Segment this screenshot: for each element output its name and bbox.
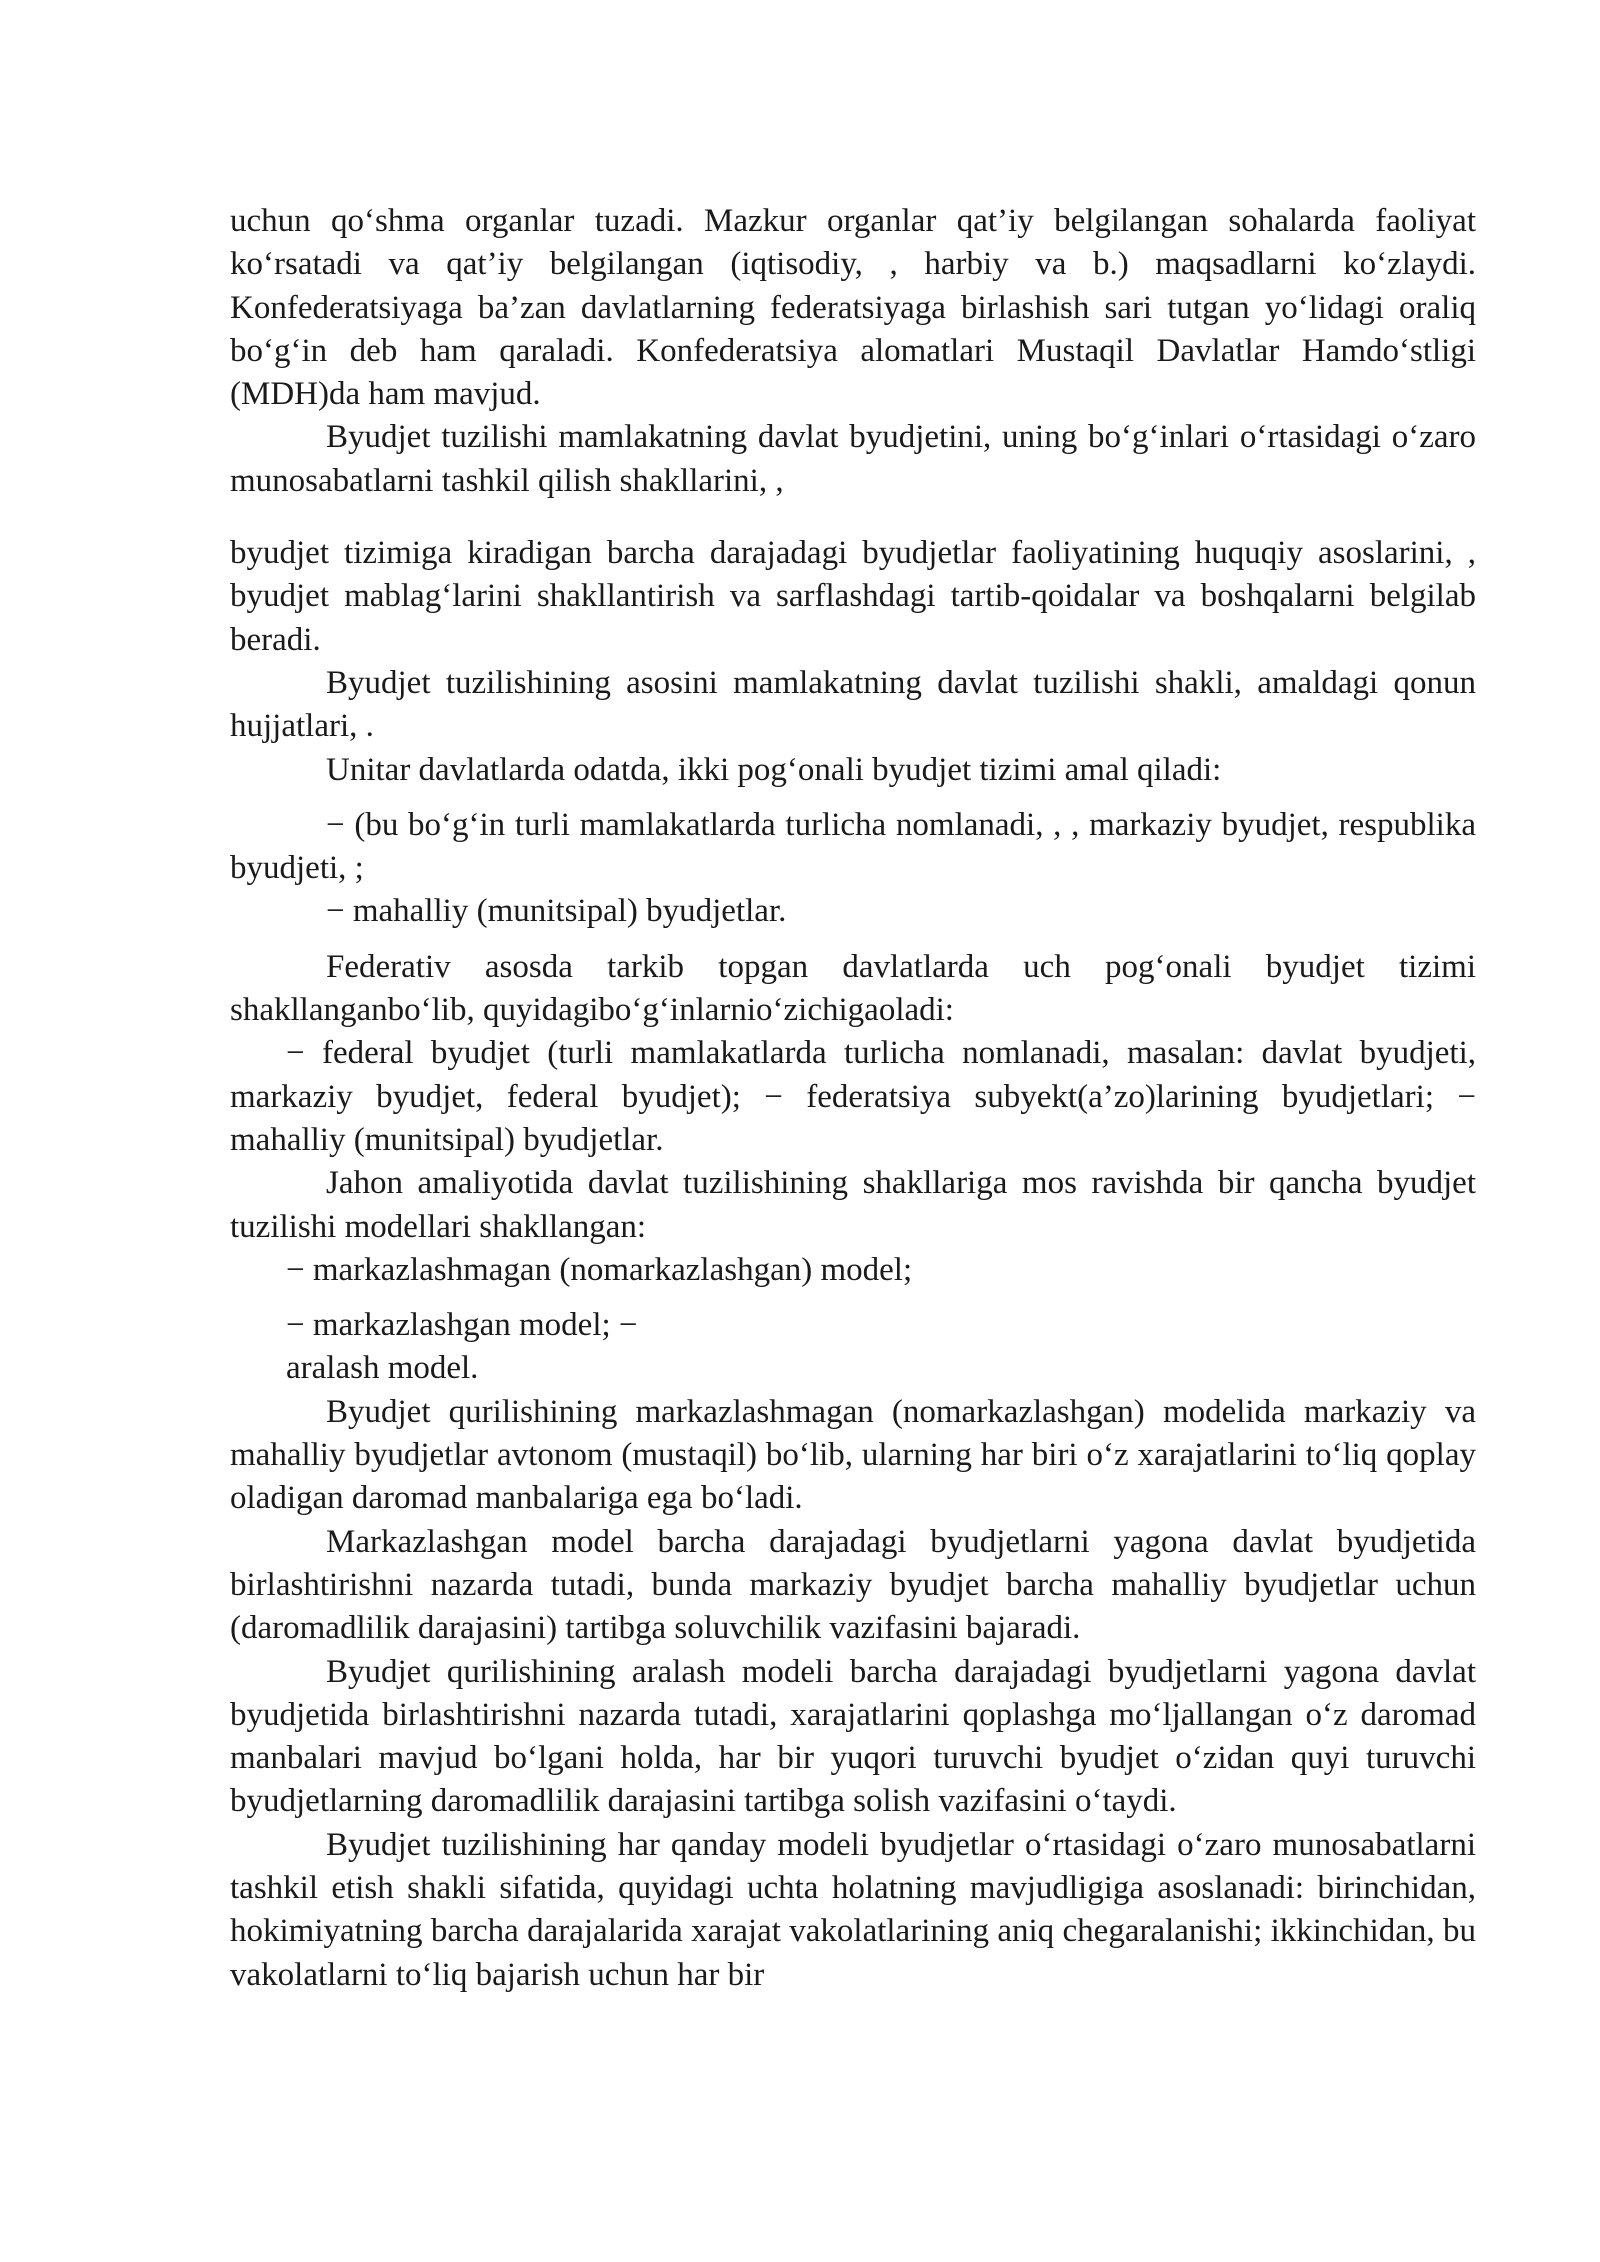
paragraph-confederation: uchun qo‘shma organlar tuzadi. Mazkur organlar qat’iy belgilangan sohalarda faoliyat ko‘rsatadi va qat’iy belgilangan (iqtisodiy, , harbiy va b.) maqsadlarni ko‘zlaydi. Konfederatsiyaga ba’zan davlatlarning federatsiyaga birlashish sari tutgan yo‘lidagi oraliq bo‘g‘in deb ham qaraladi. Konfederatsiya alomatlari Mustaqil Davlatlar Hamdo‘stligi (MDH)da ham mavjud. bbox=[230, 203, 1476, 413]
paragraph-world-practice: Jahon amaliyotida davlat tuzilishining shakllariga mos ravishda bir qancha byudjet tuzilishi modellari shakllangan: bbox=[230, 1165, 1476, 1245]
list-item-local-budgets: − mahalliy (munitsipal) byudjetlar. bbox=[326, 893, 787, 930]
paragraph-mixed-model: Byudjet qurilishining aralash modeli barcha darajadagi byudjetlarni yagona davlat byudjetida birlashtirishni nazarda tutadi, xarajatlarini qoplashga mo‘ljallangan o‘z daromad manbalari mavjud bo‘lgani holda, har bir yuqori turuvchi byudjet o‘zidan quyi turuvchi byudjetlarning daromadlilik darajasini tartibga solish vazifasini o‘taydi. bbox=[230, 1653, 1476, 1820]
list-item-decentralized-model: − markazlashmagan (nomarkazlashgan) model; bbox=[286, 1251, 913, 1288]
paragraph-budget-basis: Byudjet tuzilishining asosini mamlakatning davlat tuzilishi shakli, amaldagi qonun hujjatlari, . bbox=[230, 664, 1476, 745]
paragraph-unitary-states: Unitar davlatlarda odatda, ikki pog‘onali byudjet tizimi amal qiladi: bbox=[326, 751, 1222, 788]
list-item-centralized-model: − markazlashgan model; − bbox=[286, 1307, 638, 1344]
paragraph-budget-structure: Byudjet tuzilishi mamlakatning davlat byudjetini, uning bo‘g‘inlari o‘rtasidagi o‘zaro munosabatlarni tashkil qilish shakllarini, , bbox=[230, 419, 1476, 499]
paragraph-budget-system-legal: byudjet tizimiga kiradigan barcha darajadagi byudjetlar faoliyatining huquqiy asoslarini, , byudjet mablag‘larini shakllantirish va sarflashdagi tartib-qoidalar va boshqalarni belgilab beradi. bbox=[230, 535, 1476, 658]
document-page bbox=[230, 200, 1476, 1997]
paragraph-decentralized-model: Byudjet qurilishining markazlashmagan (nomarkazlashgan) modelida markaziy va mahalliy byudjetlar avtonom (mustaqil) bo‘lib, ularning har biri o‘z xarajatlarini to‘liq qoplay oladigan daromad manbalariga ega bo‘ladi. bbox=[230, 1393, 1476, 1517]
paragraph-centralized-model: Markazlashgan model barcha darajadagi byudjetlarni yagona davlat byudjetida birlashtirishni nazarda tutadi, bunda markaziy byudjet barcha mahalliy byudjetlar uchun (daromadlilik darajasini) tartibga soluvchilik vazifasini bajaradi. bbox=[230, 1523, 1476, 1647]
list-item-federal-budget: − federal byudjet (turli mamlakatlarda turlicha nomlanadi, masalan: davlat byudjeti, markaziy byudjet, federal byudjet); − federatsiya subyekt(a’zo)larining byudjetlari; − mahalliy (munitsipal) byudjetlar. bbox=[230, 1035, 1476, 1158]
list-item-mixed-model: aralash model. bbox=[286, 1350, 479, 1387]
list-item-central-budget: − (bu bo‘g‘in turli mamlakatlarda turlicha nomlanadi, , , markaziy byudjet, respublika byudjeti, ; bbox=[230, 806, 1476, 887]
paragraph-federal-states: Federativ asosda tarkib topgan davlatlarda uch pog‘onali byudjet tizimi shakllanganbo‘lib, quyidagibo‘g‘inlarnio‘zichigaoladi: bbox=[230, 948, 1476, 1029]
paragraph-any-model: Byudjet tuzilishining har qanday modeli byudjetlar o‘rtasidagi o‘zaro munosabatlarni tashkil etish shakli sifatida, quyidagi uchta holatning mavjudligiga asoslanadi: birinchidan, hokimiyatning barcha darajalarida xarajat vakolatlarining aniq chegaralanishi; ikkinchidan, bu vakolatlarni to‘liq bajarish uchun har bir bbox=[230, 1826, 1476, 1993]
